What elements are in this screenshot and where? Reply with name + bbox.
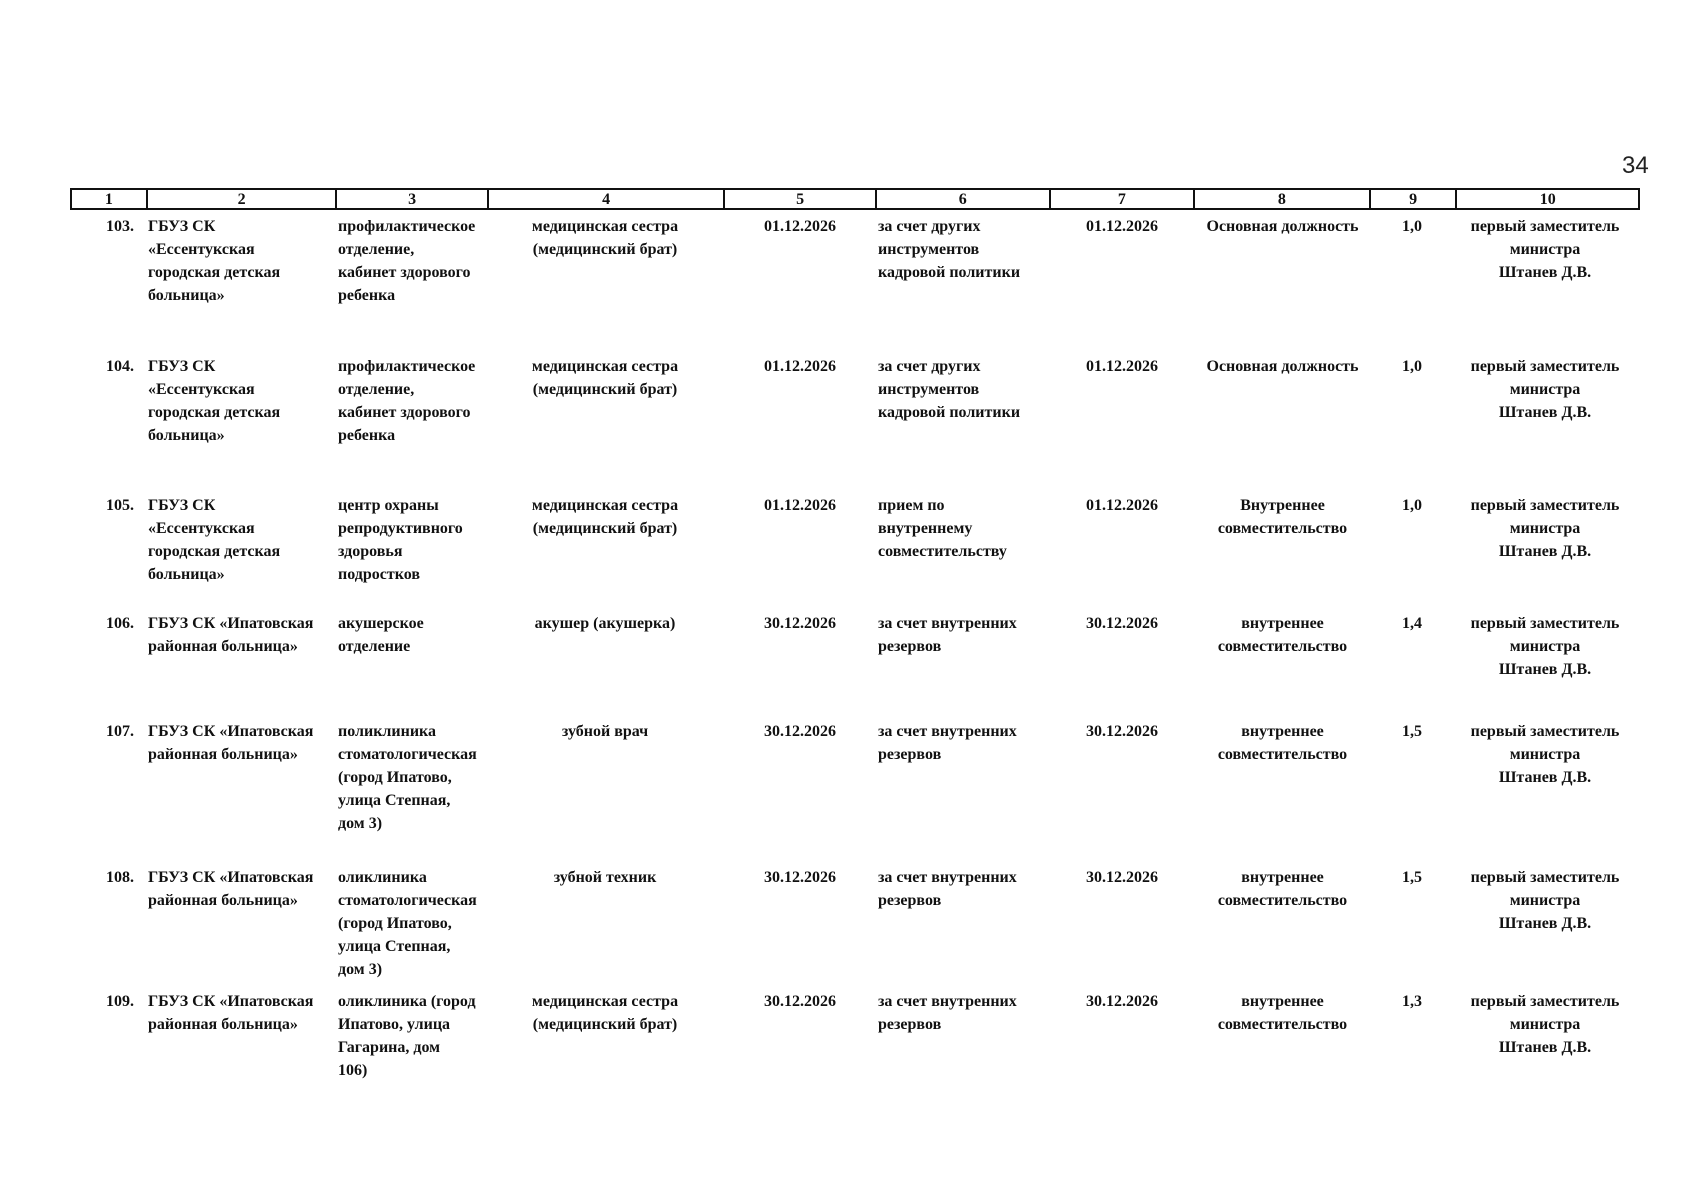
position: медицинская сестра (медицинский брат) [531, 358, 679, 398]
date-col-5: 30.12.2026 [764, 993, 836, 1010]
header-col-4: 4 [489, 190, 725, 208]
organization: ГБУЗ СК «Ессентукская городская детская больница» [148, 497, 281, 583]
funding-source: за счет внутренних резервов [878, 723, 1017, 763]
department: профилактическое отделение, кабинет здорового ребенка [338, 218, 476, 304]
row-number: 108. [106, 869, 134, 886]
row-number: 109. [106, 993, 134, 1010]
responsible: первый заместитель министра Штанев Д.В. [1470, 993, 1620, 1056]
responsible: первый заместитель министра Штанев Д.В. [1470, 869, 1620, 932]
employment-type: Основная должность [1206, 218, 1359, 235]
funding-source: за счет внутренних резервов [878, 615, 1017, 655]
date-col-5: 01.12.2026 [764, 497, 836, 514]
header-col-6: 6 [877, 190, 1051, 208]
responsible: первый заместитель министра Штанев Д.В. [1470, 723, 1620, 786]
organization: ГБУЗ СК «Ипатовская районная больница» [148, 615, 314, 655]
responsible: первый заместитель министра Штанев Д.В. [1470, 497, 1620, 560]
position: акушер (акушерка) [534, 615, 676, 632]
organization: ГБУЗ СК «Ессентукская городская детская больница» [148, 218, 281, 304]
date-col-7: 01.12.2026 [1086, 358, 1158, 375]
rate: 1,0 [1402, 497, 1422, 514]
employment-type: Внутреннее совместительство [1217, 497, 1348, 537]
date-col-7: 30.12.2026 [1086, 723, 1158, 740]
responsible: первый заместитель министра Штанев Д.В. [1470, 358, 1620, 421]
responsible: первый заместитель министра Штанев Д.В. [1470, 615, 1620, 678]
page-number: 34 [1622, 152, 1649, 179]
date-col-5: 30.12.2026 [764, 723, 836, 740]
position: зубной техник [553, 869, 657, 886]
position: зубной врач [561, 723, 649, 740]
department: акушерское отделение [338, 615, 424, 655]
header-col-8: 8 [1195, 190, 1371, 208]
position: медицинская сестра (медицинский брат) [531, 218, 679, 258]
header-col-3: 3 [337, 190, 489, 208]
department: оликлиника (город Ипатово, улица Гагарина, дом 106) [338, 993, 476, 1079]
date-col-7: 30.12.2026 [1086, 993, 1158, 1010]
table-header [70, 188, 1640, 210]
date-col-7: 30.12.2026 [1086, 869, 1158, 886]
department: центр охраны репродуктивного здоровья подростков [338, 497, 463, 583]
employment-type: внутреннее совместительство [1217, 869, 1348, 909]
employment-type: внутреннее совместительство [1217, 993, 1348, 1033]
date-col-5: 30.12.2026 [764, 869, 836, 886]
date-col-7: 01.12.2026 [1086, 218, 1158, 235]
organization: ГБУЗ СК «Ипатовская районная больница» [148, 993, 314, 1033]
organization: ГБУЗ СК «Ипатовская районная больница» [148, 723, 314, 763]
employment-type: внутреннее совместительство [1217, 723, 1348, 763]
employment-type: внутреннее совместительство [1217, 615, 1348, 655]
header-col-7: 7 [1051, 190, 1196, 208]
header-col-5: 5 [725, 190, 877, 208]
row-number: 103. [106, 218, 134, 235]
organization: ГБУЗ СК «Ипатовская районная больница» [148, 869, 314, 909]
department: профилактическое отделение, кабинет здорового ребенка [338, 358, 476, 444]
position: медицинская сестра (медицинский брат) [531, 993, 679, 1033]
date-col-5: 30.12.2026 [764, 615, 836, 632]
responsible: первый заместитель министра Штанев Д.В. [1470, 218, 1620, 281]
funding-source: за счет внутренних резервов [878, 993, 1017, 1033]
organization: ГБУЗ СК «Ессентукская городская детская больница» [148, 358, 281, 444]
date-col-7: 30.12.2026 [1086, 615, 1158, 632]
rate: 1,3 [1402, 993, 1422, 1010]
funding-source: за счет других инструментов кадровой политики [878, 218, 1021, 281]
row-number: 106. [106, 615, 134, 632]
funding-source: прием по внутреннему совместительству [878, 497, 1007, 560]
date-col-5: 01.12.2026 [764, 358, 836, 375]
rate: 1,4 [1402, 615, 1422, 632]
row-number: 104. [106, 358, 134, 375]
row-number: 107. [106, 723, 134, 740]
rate: 1,0 [1402, 358, 1422, 375]
department: поликлиника стоматологическая (город Ипатово, улица Степная, дом 3) [338, 723, 477, 832]
rate: 1,5 [1402, 869, 1422, 886]
rate: 1,5 [1402, 723, 1422, 740]
rate: 1,0 [1402, 218, 1422, 235]
position: медицинская сестра (медицинский брат) [531, 497, 679, 537]
date-col-5: 01.12.2026 [764, 218, 836, 235]
employment-type: Основная должность [1206, 358, 1359, 375]
date-col-7: 01.12.2026 [1086, 497, 1158, 514]
header-col-10: 10 [1539, 191, 1556, 208]
header-col-9: 9 [1371, 190, 1458, 208]
funding-source: за счет внутренних резервов [878, 869, 1017, 909]
header-col-1: 1 [72, 190, 148, 208]
department: оликлиника стоматологическая (город Ипатово, улица Степная, дом 3) [338, 869, 477, 978]
funding-source: за счет других инструментов кадровой политики [878, 358, 1021, 421]
header-col-2: 2 [148, 190, 338, 208]
row-number: 105. [106, 497, 134, 514]
